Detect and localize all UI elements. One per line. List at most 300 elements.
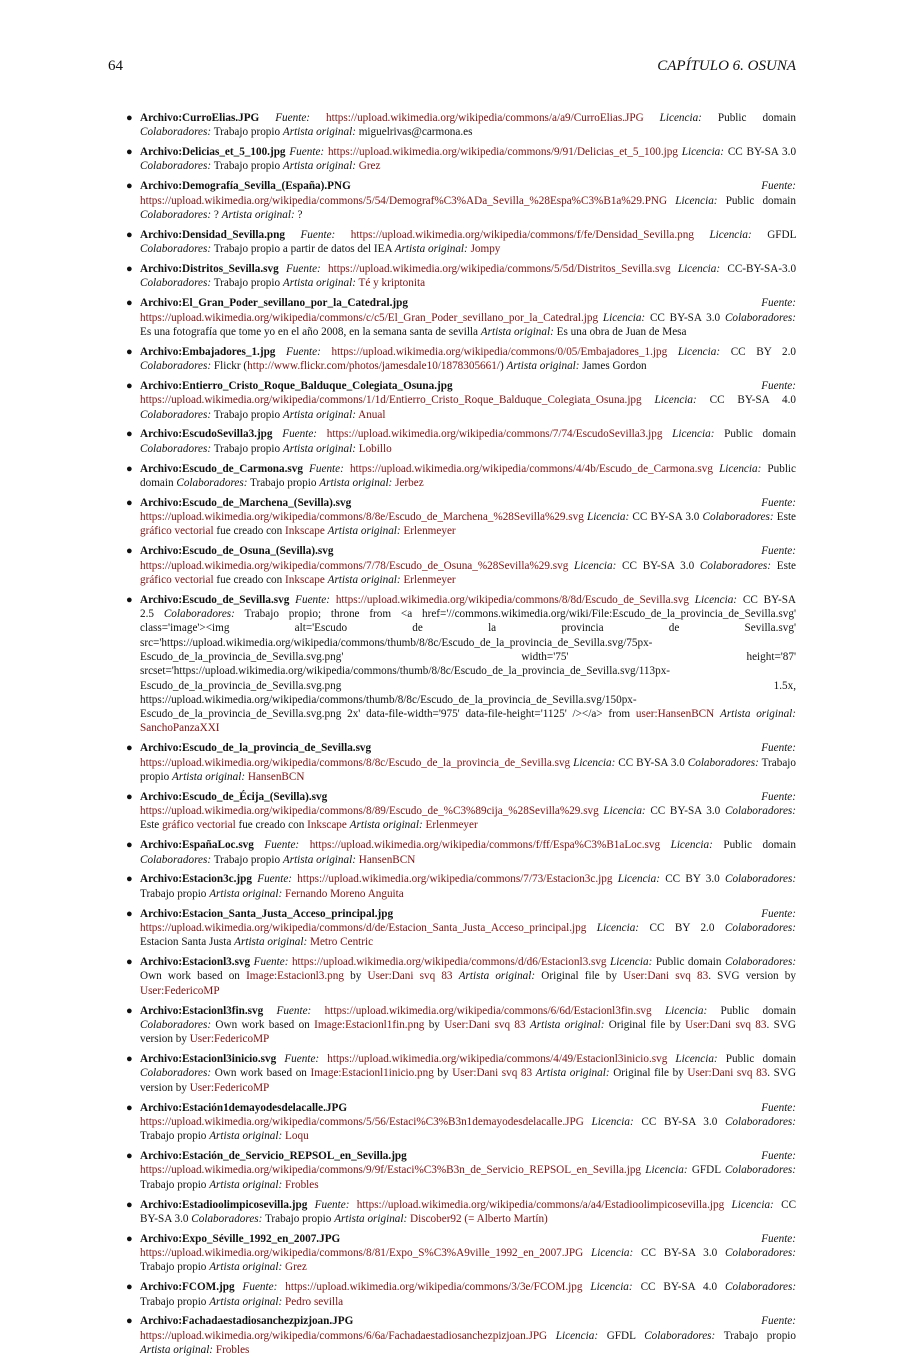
contributors-text: )	[499, 360, 504, 373]
contributors-link[interactable]: Inkscape	[285, 573, 325, 586]
attribution-entry	[126, 955, 796, 998]
contributors-link[interactable]: User:Dani svq 83	[452, 1067, 533, 1080]
license-label: Licencia:	[591, 1115, 634, 1128]
license-value: CC BY-SA 3.0	[641, 1115, 718, 1128]
artist-label: Artista original:	[209, 1178, 283, 1191]
contributors-link[interactable]: gráfico vectorial	[162, 819, 236, 832]
attribution-entry	[126, 1101, 796, 1144]
contributors-text: Trabajo propio	[213, 408, 281, 421]
artist-link[interactable]: User:Dani svq 83	[623, 970, 709, 983]
source-url-link[interactable]: https://upload.wikimedia.org/wikipedia/commons/4/49/Estacionl3inicio.svg	[327, 1053, 668, 1066]
file-name: Archivo:Estacionl3fin.svg	[140, 1004, 264, 1017]
contributors-text: Trabajo propio	[250, 476, 317, 489]
attribution-entry	[126, 228, 796, 257]
source-url-link[interactable]: https://upload.wikimedia.org/wikipedia/commons/d/de/Estacion_Santa_Justa_Acceso_principal.jpg	[140, 921, 587, 934]
license-value: GFDL	[767, 228, 797, 241]
license-value: Public domain	[724, 428, 797, 441]
bullet-icon: ●	[126, 742, 133, 755]
file-name: Archivo:Delicias_et_5_100.jpg	[140, 146, 286, 159]
contributors-text: ?	[213, 208, 219, 221]
file-name: Archivo:Expo_Séville_1992_en_2007.JPG	[140, 1232, 341, 1245]
license-label: Licencia:	[603, 805, 646, 818]
license-value: CC-BY-SA-3.0	[727, 263, 797, 276]
artist-link[interactable]: Lobillo	[358, 442, 392, 455]
source-label: Fuente:	[284, 1053, 320, 1066]
contributors-link[interactable]: gráfico vectorial	[140, 525, 214, 538]
contributors-label: Colaboradores:	[702, 511, 774, 524]
contributors-label: Colaboradores:	[140, 208, 212, 221]
contributors-label: Colaboradores:	[140, 442, 212, 455]
artist-text: Es una obra de Juan de Mesa	[556, 325, 687, 338]
contributors-text: Own work based on	[140, 970, 247, 983]
contributors-label: Colaboradores:	[699, 559, 771, 572]
contributors-text: Own work based on	[215, 1018, 315, 1031]
running-head: CAPÍTULO 6. OSUNA	[657, 58, 796, 74]
contributors-label: Colaboradores:	[191, 1212, 263, 1225]
bullet-icon: ●	[126, 790, 133, 803]
contributors-link[interactable]: Inkscape	[307, 819, 347, 832]
attribution-entry	[126, 427, 796, 456]
source-label: Fuente:	[285, 263, 321, 276]
artist-link[interactable]: Jerbez	[395, 476, 424, 489]
license-label: Licencia:	[659, 112, 702, 124]
contributors-label: Colaboradores:	[140, 243, 212, 256]
source-url-link[interactable]: https://upload.wikimedia.org/wikipedia/commons/9/91/Delicias_et_5_100.jpg	[327, 146, 678, 159]
contributors-link[interactable]: Image:Estacionl1inicio.png	[310, 1067, 434, 1080]
source-label: Fuente:	[289, 146, 325, 159]
artist-text: Original file by	[608, 1018, 686, 1031]
file-name: Archivo:Escudo_de_Osuna_(Sevilla).svg	[140, 545, 334, 558]
attribution-entry	[126, 145, 796, 174]
contributors-label: Colaboradores:	[140, 853, 212, 866]
artist-link[interactable]: HansenBCN	[247, 770, 305, 783]
license-value: CC BY-SA 4.0	[709, 394, 796, 407]
artist-link[interactable]: Loqu	[285, 1130, 309, 1143]
license-label: Licencia:	[731, 1198, 774, 1211]
contributors-text: Trabajo propio	[213, 277, 281, 290]
source-url-link[interactable]: https://upload.wikimedia.org/wikipedia/commons/7/73/Estacion3c.jpg	[297, 873, 613, 886]
bullet-icon: ●	[126, 545, 133, 558]
file-name: Archivo:Estacionl3.svg	[140, 956, 251, 969]
source-url-link[interactable]: https://upload.wikimedia.org/wikipedia/commons/6/6a/Fachadaestadiosanchezpizjoan.JPG	[140, 1329, 548, 1342]
file-name: Archivo:Estadioolimpicosevilla.jpg	[140, 1198, 308, 1211]
attribution-entry	[126, 838, 796, 867]
attribution-entry	[126, 462, 796, 491]
source-label: Fuente:	[295, 593, 330, 606]
contributors-text: Trabajo propio	[723, 1329, 797, 1342]
contributors-text: Trabajo propio	[213, 160, 281, 173]
file-name: Archivo:El_Gran_Poder_sevillano_por_la_Catedral.jpg	[140, 297, 408, 310]
source-url-link[interactable]: https://upload.wikimedia.org/wikipedia/commons/f/ff/Espa%C3%B1aLoc.svg	[309, 839, 661, 852]
artist-link[interactable]: Té y kriptonita	[358, 277, 426, 290]
attribution-list	[126, 111, 796, 1363]
page-header	[108, 58, 796, 78]
bullet-icon: ●	[126, 1101, 133, 1114]
artist-link[interactable]: Anual	[358, 408, 386, 421]
source-url-link[interactable]: https://upload.wikimedia.org/wikipedia/commons/f/fe/Densidad_Sevilla.png	[350, 228, 694, 241]
source-label: Fuente:	[761, 297, 796, 310]
source-url-link[interactable]: https://upload.wikimedia.org/wikipedia/commons/8/8c/Escudo_de_la_provincia_de_Sevilla.svg	[140, 756, 571, 769]
license-label: Licencia:	[675, 1053, 718, 1066]
artist-link[interactable]: User:FedericoMP	[189, 1081, 270, 1094]
bullet-icon: ●	[126, 1198, 133, 1211]
contributors-label: Colaboradores:	[140, 408, 212, 421]
artist-link[interactable]: Grez	[285, 1261, 307, 1274]
file-name: Archivo:Estación1demayodesdelacalle.JPG	[140, 1101, 348, 1114]
file-name: Archivo:EscudoSevilla3.jpg	[140, 428, 273, 441]
artist-label: Artista original:	[394, 243, 468, 256]
contributors-label: Colaboradores:	[163, 608, 235, 621]
contributors-label: Colaboradores:	[724, 311, 797, 324]
source-label: Fuente:	[761, 180, 796, 193]
license-label: Licencia:	[574, 559, 617, 572]
license-value: Public domain	[725, 1053, 797, 1066]
bullet-icon: ●	[126, 593, 133, 606]
file-name: Archivo:Escudo_de_la_provincia_de_Sevilla.svg	[140, 742, 372, 755]
source-label: Fuente:	[761, 907, 796, 920]
artist-label: Artista original:	[529, 1018, 605, 1031]
source-url-link[interactable]: https://upload.wikimedia.org/wikipedia/commons/d/d6/Estacionl3.svg	[291, 956, 607, 969]
contributors-link[interactable]: Image:Estacionl3.png	[246, 970, 344, 983]
file-name: Archivo:Embajadores_1.jpg	[140, 345, 276, 358]
contributors-label: Colaboradores:	[724, 1281, 797, 1294]
file-name: Archivo:FCOM.jpg	[140, 1281, 235, 1294]
artist-link[interactable]: Discober92 (= Alberto Martín)	[410, 1212, 548, 1225]
attribution-entry	[126, 179, 796, 222]
artist-label: Artista original:	[319, 476, 393, 489]
contributors-text: Trabajo propio	[140, 756, 796, 783]
contributors-link[interactable]: User:Dani svq 83	[444, 1018, 526, 1031]
artist-link[interactable]: HansenBCN	[358, 853, 416, 866]
artist-link[interactable]: Erlenmeyer	[403, 573, 456, 586]
artist-text: Original file by	[613, 1067, 688, 1080]
artist-label: Artista original:	[209, 1295, 283, 1308]
artist-label: Artista original:	[327, 525, 401, 538]
bullet-icon: ●	[126, 112, 133, 124]
attribution-entry	[126, 345, 796, 374]
bullet-icon: ●	[126, 956, 133, 969]
license-label: Licencia:	[719, 462, 762, 475]
artist-link[interactable]: Pedro sevilla	[285, 1295, 344, 1308]
license-value: CC BY 2.0	[649, 921, 715, 934]
artist-link[interactable]: SanchoPanzaXXI	[140, 722, 220, 735]
artist-link[interactable]: Erlenmeyer	[425, 819, 478, 832]
license-value: CC BY-SA 4.0	[640, 1281, 718, 1294]
attribution-entry	[126, 1314, 796, 1357]
contributors-text: fue creado con	[213, 573, 286, 586]
contributors-text: Este	[776, 559, 797, 572]
attribution-entry	[126, 262, 796, 291]
contributors-text: Trabajo propio	[213, 853, 281, 866]
license-value: Public domain	[655, 956, 722, 969]
file-name: Archivo:Estacion_Santa_Justa_Acceso_principal.jpg	[140, 907, 394, 920]
bullet-icon: ●	[126, 1232, 133, 1245]
contributors-text: Trabajo propio	[140, 1295, 207, 1308]
license-label: Licencia:	[573, 756, 616, 769]
license-label: Licencia:	[610, 956, 653, 969]
attribution-entry	[126, 1198, 796, 1227]
source-url-link[interactable]: https://upload.wikimedia.org/wikipedia/commons/3/3e/FCOM.jpg	[285, 1281, 583, 1294]
license-label: Licencia:	[664, 1004, 708, 1017]
artist-link[interactable]: User:Dani svq 83	[687, 1067, 768, 1080]
attribution-entry	[126, 544, 796, 587]
contributors-link[interactable]: http://www.flickr.com/photos/jamesdale10/1878305661/	[247, 360, 500, 373]
bullet-icon: ●	[126, 379, 133, 392]
source-label: Fuente:	[286, 345, 321, 358]
source-url-link[interactable]: https://upload.wikimedia.org/wikipedia/commons/7/78/Escudo_de_Osuna_%28Sevilla%29.svg	[140, 559, 569, 572]
page-number: 64	[108, 58, 123, 74]
contributors-label: Colaboradores:	[176, 476, 248, 489]
contributors-label: Colaboradores:	[140, 360, 212, 373]
attribution-entry	[126, 741, 796, 784]
source-label: Fuente:	[275, 112, 311, 124]
attribution-entry	[126, 1004, 796, 1047]
contributors-label: Colaboradores:	[140, 1018, 212, 1031]
file-name: Archivo:Escudo_de_Carmona.svg	[140, 462, 303, 475]
artist-link[interactable]: User:Dani svq 83	[685, 1018, 767, 1031]
artist-label: Artista original:	[209, 1130, 283, 1143]
artist-label: Artista original:	[209, 1261, 283, 1274]
contributors-link[interactable]: gráfico vectorial	[140, 573, 214, 586]
license-label: Licencia:	[654, 394, 697, 407]
source-url-link[interactable]: https://upload.wikimedia.org/wikipedia/commons/6/6d/Estacionl3fin.svg	[324, 1004, 652, 1017]
contributors-link[interactable]: Inkscape	[285, 525, 325, 538]
license-value: CC BY-SA 2.5	[140, 593, 796, 621]
license-label: Licencia:	[677, 263, 721, 276]
artist-label: Artista original:	[282, 853, 356, 866]
artist-link[interactable]: Fernando Moreno Anguita	[285, 887, 404, 900]
artist-link[interactable]: Frobles	[215, 1344, 250, 1356]
file-name: Archivo:Escudo_de_Écija_(Sevilla).svg	[140, 790, 328, 803]
license-label: Licencia:	[590, 1281, 633, 1294]
contributors-label: Colaboradores:	[140, 277, 212, 290]
license-value: CC BY-SA 3.0	[727, 146, 797, 159]
bullet-icon: ●	[126, 146, 133, 159]
license-label: Licencia:	[586, 511, 630, 524]
contributors-label: Colaboradores:	[140, 1067, 212, 1080]
source-url-link[interactable]: https://upload.wikimedia.org/wikipedia/commons/8/8d/Escudo_de_Sevilla.svg	[335, 593, 689, 606]
source-url-link[interactable]: https://upload.wikimedia.org/wikipedia/commons/5/5d/Distritos_Sevilla.svg	[328, 263, 671, 276]
bullet-icon: ●	[126, 1281, 133, 1294]
license-value: CC BY 2.0	[730, 345, 797, 358]
contributors-label: Colaboradores:	[687, 756, 759, 769]
artist-label: Artista original:	[282, 160, 356, 173]
bullet-icon: ●	[126, 1053, 133, 1066]
source-url-link[interactable]: https://upload.wikimedia.org/wikipedia/commons/8/8e/Escudo_de_Marchena_%28Sevilla%29.svg	[140, 511, 584, 524]
bullet-icon: ●	[126, 873, 133, 886]
artist-link[interactable]: Metro Centric	[310, 936, 374, 949]
artist-label: Artista original:	[221, 208, 295, 221]
license-value: CC BY-SA 3.0	[140, 1198, 797, 1225]
artist-label: Artista original:	[506, 360, 580, 373]
source-label: Fuente:	[300, 228, 336, 241]
source-label: Fuente:	[264, 839, 300, 852]
contributors-text: Trabajo propio	[140, 1178, 207, 1191]
attribution-entry	[126, 790, 796, 833]
artist-label: Artista original:	[334, 1212, 408, 1225]
license-value: Public domain	[720, 1004, 797, 1017]
attribution-entry	[126, 593, 796, 736]
contributors-text: fue creado con	[235, 819, 308, 832]
file-name: Archivo:Estación_de_Servicio_REPSOL_en_Sevilla.jpg	[140, 1150, 407, 1163]
license-value: CC BY-SA 3.0	[641, 1247, 718, 1260]
artist-label: Artista original:	[140, 1344, 214, 1356]
source-url-link[interactable]: https://upload.wikimedia.org/wikipedia/commons/c/c5/El_Gran_Poder_sevillano_por_la_Catedral.jpg	[140, 311, 599, 324]
source-url-link[interactable]: https://upload.wikimedia.org/wikipedia/commons/1/1d/Entierro_Cristo_Roque_Balduque_Colegiata_Osuna.jpg	[140, 394, 642, 407]
source-url-link[interactable]: https://upload.wikimedia.org/wikipedia/commons/4/4b/Escudo_de_Carmona.svg	[349, 462, 713, 475]
license-value: CC BY-SA 3.0	[632, 511, 700, 524]
artist-label: Artista original:	[480, 325, 554, 338]
contributors-link[interactable]: user:HansenBCN	[635, 708, 715, 721]
bullet-icon: ●	[126, 1150, 133, 1163]
artist-link[interactable]: Erlenmeyer	[403, 525, 456, 538]
license-label: Licencia:	[617, 873, 660, 886]
artist-label: Artista original:	[535, 1067, 610, 1080]
contributors-text: Este	[776, 511, 797, 524]
license-label: Licencia:	[602, 311, 646, 324]
artist-label: Artista original:	[349, 819, 423, 832]
attribution-entry	[126, 907, 796, 950]
contributors-text: Trabajo propio a partir de datos del IEA	[213, 243, 392, 256]
contributors-text: by	[424, 1018, 445, 1031]
artist-label: Artista original:	[327, 573, 401, 586]
contributors-text: Es una fotografía que tome yo en el año 2008, en la semana santa de sevilla	[140, 325, 478, 338]
license-label: Licencia:	[591, 1247, 634, 1260]
source-label: Fuente:	[761, 496, 796, 509]
bullet-icon: ●	[126, 462, 133, 475]
source-label: Fuente:	[242, 1281, 278, 1294]
source-label: Fuente:	[761, 1150, 796, 1163]
attribution-entry	[126, 1052, 796, 1095]
source-label: Fuente:	[276, 1004, 312, 1017]
source-url-link[interactable]: https://upload.wikimedia.org/wikipedia/commons/8/89/Escudo_de_%C3%89cija_%28Sevilla%29.svg	[140, 805, 599, 818]
artist-link[interactable]: Grez	[358, 160, 381, 173]
artist-label: Artista original:	[458, 970, 536, 983]
artist-label: Artista original:	[719, 708, 796, 721]
license-value: CC BY 3.0	[665, 873, 720, 886]
contributors-text: Trabajo propio	[140, 1130, 207, 1143]
bullet-icon: ●	[126, 345, 133, 358]
source-url-link[interactable]: https://upload.wikimedia.org/wikipedia/commons/9/9f/Estaci%C3%B3n_de_Servicio_REPSOL_en_Sevilla.jpg	[140, 1164, 642, 1177]
license-value: CC BY-SA 3.0	[618, 756, 685, 769]
bullet-icon: ●	[126, 1315, 133, 1328]
contributors-label: Colaboradores:	[724, 873, 797, 886]
license-label: Licencia:	[645, 1164, 688, 1177]
contributors-text: Trabajo propio	[213, 442, 281, 455]
source-label: Fuente:	[761, 1315, 796, 1328]
attribution-entry	[126, 872, 796, 901]
contributors-label: Colaboradores:	[140, 126, 212, 139]
file-name: Archivo:Escudo_de_Sevilla.svg	[140, 593, 290, 606]
artist-link[interactable]: User:FedericoMP	[189, 1033, 270, 1046]
license-value: GFDL	[606, 1329, 636, 1342]
contributors-link[interactable]: User:Dani svq 83	[367, 970, 453, 983]
contributors-text: Trabajo propio	[264, 1212, 332, 1225]
contributors-text: Trabajo propio	[140, 1261, 207, 1274]
source-label: Fuente:	[761, 1101, 796, 1114]
license-value: Public domain	[140, 462, 796, 489]
contributors-text: Trabajo propio; throne from <a href='//commons.wikimedia.org/wiki/File:Escudo_de_la_provincia_de_Sevilla.svg' class='image'><img alt='Escudo de la provincia de Sevilla.svg' src='https://upload.wikimedia.org/wikipedia/commons/thumb/8/8c/Escudo_de_la_provincia_de_Sevilla.svg/75px-Escudo_de_la_provincia_de_Sevilla.svg.png' width='75' height='87' srcset='https://upload.wikimedia.org/wikipedia/commons/thumb/8/8c/Escudo_de_la_provincia_de_Sevilla.svg/113px-Escudo_de_la_provincia_de_Sevilla.svg.png 1.5x, https://upload.wikimedia.org/wikipedia/commons/thumb/8/8c/Escudo_de_la_provincia_de_Sevilla.svg/150px-Escudo_de_la_provincia_de_Sevilla.svg.png 2x' data-file-width='975' data-file-height='1125' /></a> from	[140, 608, 796, 721]
attribution-entry	[126, 111, 796, 140]
license-label: Licencia:	[555, 1329, 599, 1342]
contributors-text: Estacion Santa Justa	[140, 936, 232, 949]
bullet-icon: ●	[126, 496, 133, 509]
license-value: Public domain	[717, 112, 797, 124]
file-name: Archivo:EspañaLoc.svg	[140, 839, 254, 852]
source-label: Fuente:	[257, 873, 293, 886]
contributors-text: fue creado con	[213, 525, 286, 538]
source-url-link[interactable]: https://upload.wikimedia.org/wikipedia/commons/8/81/Expo_S%C3%A9ville_1992_en_2007.JPG	[140, 1247, 584, 1260]
contributors-text: Flickr (	[213, 360, 248, 373]
source-label: Fuente:	[761, 1232, 796, 1245]
bullet-icon: ●	[126, 297, 133, 310]
contributors-text: Trabajo propio	[213, 126, 281, 139]
contributors-label: Colaboradores:	[724, 1164, 796, 1177]
artist-text: . SVG version by	[140, 1067, 797, 1094]
artist-text: Original file by	[541, 970, 624, 983]
license-label: Licencia:	[677, 345, 721, 358]
license-label: Licencia:	[694, 593, 738, 606]
source-label: Fuente:	[314, 1198, 350, 1211]
bullet-icon: ●	[126, 228, 133, 241]
artist-text: miguelrivas@carmona.es	[358, 126, 473, 139]
license-label: Licencia:	[709, 228, 752, 241]
source-label: Fuente:	[253, 956, 289, 969]
bullet-icon: ●	[126, 428, 133, 441]
contributors-label: Colaboradores:	[724, 1247, 797, 1260]
source-url-link[interactable]: https://upload.wikimedia.org/wikipedia/commons/5/54/Demograf%C3%ADa_Sevilla_%28Espa%C3%B1a%29.PNG	[140, 194, 668, 207]
attribution-entry	[126, 496, 796, 539]
source-label: Fuente:	[761, 545, 796, 558]
contributors-label: Colaboradores:	[724, 805, 797, 818]
artist-text: . SVG version by	[708, 970, 796, 983]
artist-link[interactable]: User:FedericoMP	[140, 984, 220, 997]
bullet-icon: ●	[126, 1004, 133, 1017]
bullet-icon: ●	[126, 180, 133, 193]
source-url-link[interactable]: https://upload.wikimedia.org/wikipedia/commons/a/a9/CurroElias.JPG	[326, 112, 644, 124]
artist-text: . SVG version by	[140, 1018, 796, 1046]
artist-link[interactable]: Frobles	[285, 1178, 319, 1191]
contributors-text: by	[343, 970, 368, 983]
source-label: Fuente:	[761, 742, 796, 755]
license-value: Public domain	[723, 839, 797, 852]
source-url-link[interactable]: https://upload.wikimedia.org/wikipedia/commons/5/56/Estaci%C3%B3n1demayodesdelacalle.JPG	[140, 1115, 584, 1128]
artist-link[interactable]: Jompy	[470, 243, 501, 256]
attribution-entry	[126, 379, 796, 422]
source-label: Fuente:	[761, 790, 796, 803]
bullet-icon: ●	[126, 839, 133, 852]
artist-text: ?	[297, 208, 303, 221]
license-value: CC BY-SA 3.0	[649, 311, 721, 324]
file-name: Archivo:Fachadaestadiosanchezpizjoan.JPG	[140, 1315, 354, 1328]
contributors-text: by	[433, 1067, 453, 1080]
source-url-link[interactable]: https://upload.wikimedia.org/wikipedia/commons/a/a4/Estadioolimpicosevilla.jpg	[356, 1198, 725, 1211]
file-name: Archivo:Escudo_de_Marchena_(Sevilla).svg	[140, 496, 352, 509]
source-label: Fuente:	[282, 428, 318, 441]
license-value: CC BY-SA 3.0	[650, 805, 721, 818]
source-url-link[interactable]: https://upload.wikimedia.org/wikipedia/commons/7/74/EscudoSevilla3.jpg	[326, 428, 663, 441]
artist-label: Artista original:	[282, 408, 356, 421]
artist-label: Artista original:	[282, 442, 356, 455]
license-label: Licencia:	[670, 839, 713, 852]
artist-text: James Gordon	[582, 360, 647, 373]
source-url-link[interactable]: https://upload.wikimedia.org/wikipedia/commons/0/05/Embajadores_1.jpg	[331, 345, 668, 358]
file-name: Archivo:Demografía_Sevilla_(España).PNG	[140, 180, 351, 193]
attribution-entry	[126, 1149, 796, 1192]
contributors-label: Colaboradores:	[140, 160, 212, 173]
license-label: Licencia:	[675, 194, 718, 207]
contributors-link[interactable]: Image:Estacionl1fin.png	[314, 1018, 425, 1031]
